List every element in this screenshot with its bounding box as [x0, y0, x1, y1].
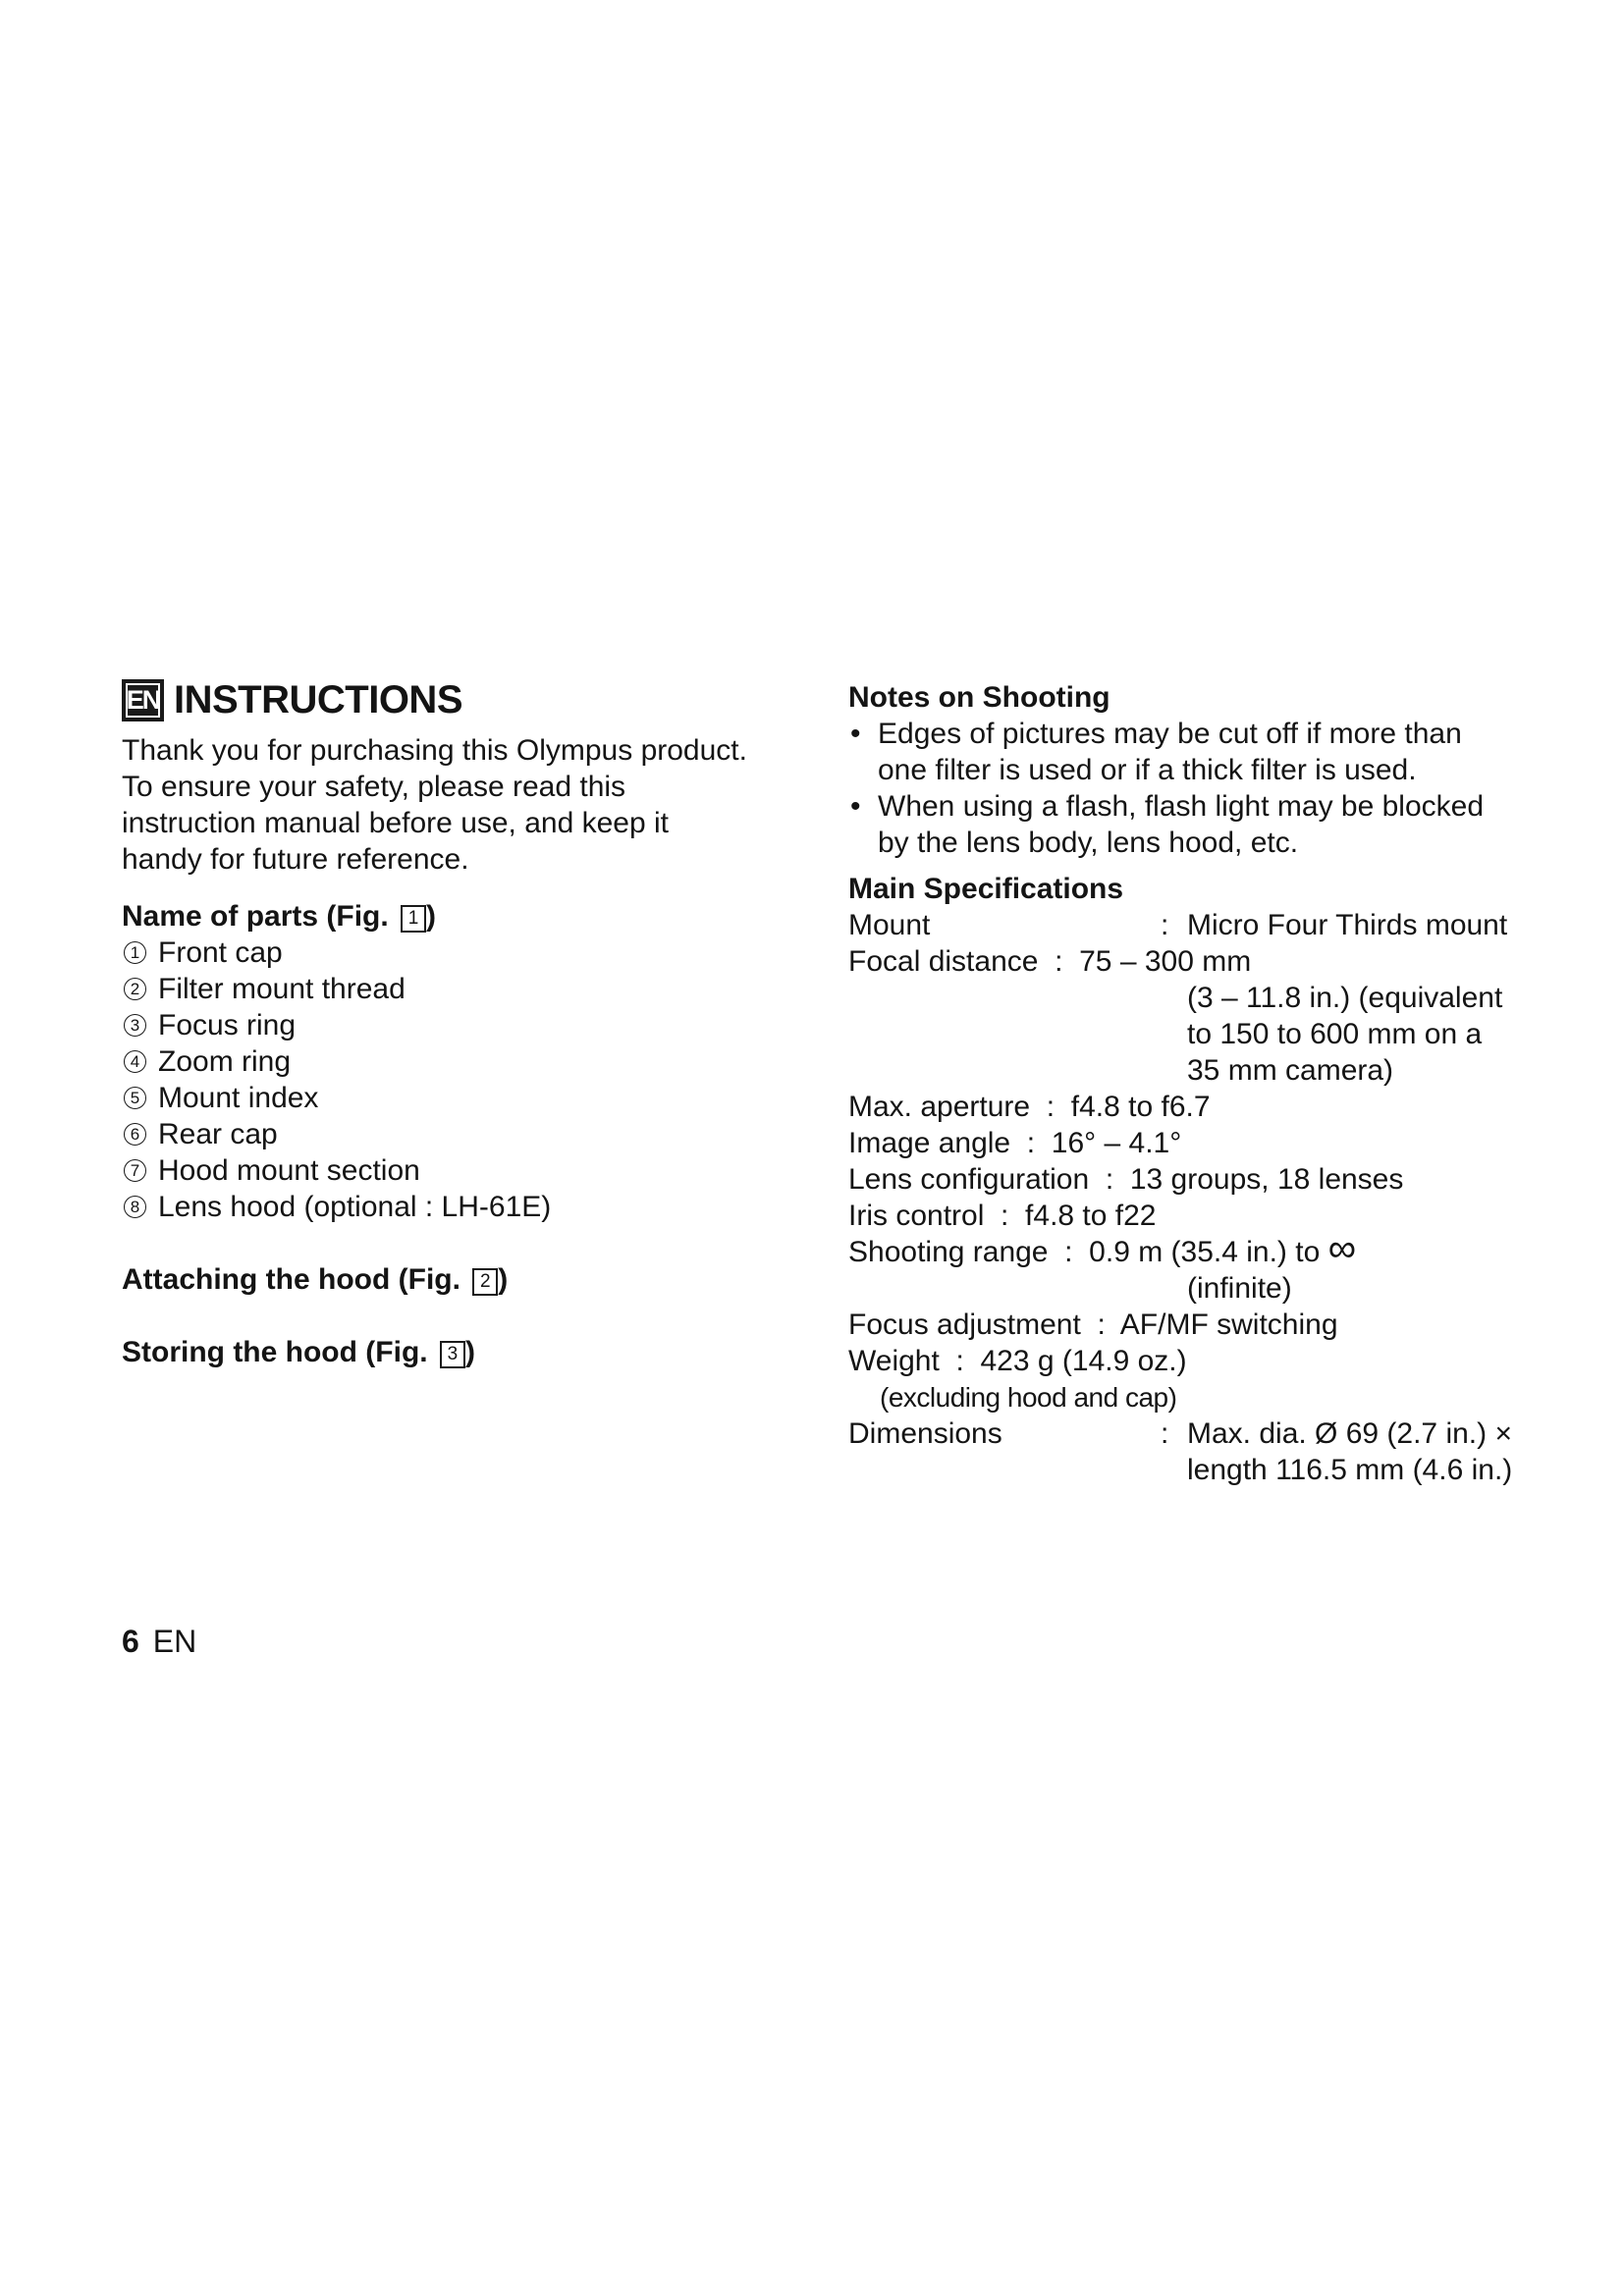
list-item: [848, 716, 1536, 788]
spec-mount: [848, 907, 1536, 943]
list-item: [122, 1152, 799, 1189]
spec-weight: Weight : 423 g (14.9 oz.): [848, 1345, 1187, 1377]
spec-lens-config: Lens configuration : 13 groups, 18 lenses: [848, 1163, 1404, 1196]
intro-line: To ensure your safety, please read this: [122, 771, 626, 803]
list-item: [122, 934, 799, 971]
note-line: one filter is used or if a thick filter is used.: [878, 754, 1417, 786]
left-column: [122, 673, 799, 1370]
list-item: [122, 971, 799, 1007]
part-label: Rear cap: [158, 1117, 278, 1150]
note-line: When using a flash, flash light may be blocked: [878, 790, 1485, 823]
spec-weight-note: (excluding hood and cap): [880, 1382, 1177, 1413]
list-item: [848, 788, 1536, 861]
spec-aperture: Max. aperture : f4.8 to f6.7: [848, 1091, 1211, 1123]
part-label: Hood mount section: [158, 1153, 420, 1187]
circled-number: 4: [124, 1050, 146, 1073]
spec-value: Micro Four Thirds mount: [1187, 909, 1508, 941]
circled-number: 1: [124, 941, 146, 964]
spec-label: Shooting range : 0.9 m (35.4 in.) to: [848, 1236, 1328, 1268]
list-item: [122, 1189, 799, 1225]
language-badge: EN: [122, 679, 164, 721]
bullet-marker: •: [850, 790, 861, 823]
section-title-row: [122, 673, 799, 726]
part-label: Mount index: [158, 1081, 319, 1114]
spec-iris: Iris control : f4.8 to f22: [848, 1200, 1157, 1232]
part-label: Lens hood (optional : LH-61E): [158, 1190, 552, 1223]
circled-number: 5: [124, 1087, 146, 1109]
list-item: [122, 1080, 799, 1116]
store-heading-text: Storing the hood (Fig.: [122, 1336, 436, 1368]
spec-dimensions: [848, 1415, 1536, 1452]
circled-number: 6: [124, 1123, 146, 1146]
spec-label: Mount: [848, 909, 931, 941]
intro-line: Thank you for purchasing this Olympus product.: [122, 734, 747, 767]
parts-list: [122, 934, 799, 1225]
figure-ref-box: 2: [472, 1268, 498, 1296]
part-label: Filter mount thread: [158, 972, 406, 1005]
circled-number: 2: [124, 978, 146, 1000]
parts-heading: [122, 898, 799, 934]
figure-ref-box: 3: [440, 1341, 465, 1368]
note-line: Edges of pictures may be cut off if more than: [878, 718, 1462, 750]
notes-list: [848, 716, 1536, 861]
part-label: Focus ring: [158, 1008, 297, 1041]
intro-line: handy for future reference.: [122, 843, 469, 876]
circled-number: 3: [124, 1014, 146, 1037]
list-item: [122, 1043, 799, 1080]
notes-heading: Notes on Shooting: [848, 681, 1110, 714]
intro-line: instruction manual before use, and keep it: [122, 807, 670, 839]
spec-continuation: 35 mm camera): [1187, 1054, 1394, 1087]
spec-value: Max. dia. Ø 69 (2.7 in.) ×: [1187, 1417, 1512, 1450]
spec-range: [848, 1227, 1536, 1270]
page-language: EN: [152, 1624, 197, 1659]
spec-continuation: (infinite): [1187, 1272, 1292, 1305]
attach-heading: [122, 1261, 799, 1298]
circled-number: 7: [124, 1159, 146, 1182]
spec-label: Dimensions: [848, 1417, 1002, 1450]
spec-focus: Focus adjustment : AF/MF switching: [848, 1308, 1338, 1341]
intro-paragraph: [122, 732, 799, 878]
bullet-marker: •: [850, 718, 861, 750]
list-item: [122, 1116, 799, 1152]
spec-continuation: to 150 to 600 mm on a: [1187, 1018, 1483, 1050]
spec-continuation: length 116.5 mm (4.6 in.): [1187, 1454, 1513, 1486]
close-paren: ): [426, 900, 437, 933]
page-footer: [122, 1624, 196, 1660]
note-line: by the lens body, lens hood, etc.: [878, 827, 1299, 859]
part-label: Zoom ring: [158, 1044, 292, 1078]
specs-heading: Main Specifications: [848, 873, 1124, 905]
figure-ref-box: 1: [401, 905, 426, 933]
circled-number: 8: [124, 1196, 146, 1218]
attach-heading-text: Attaching the hood (Fig.: [122, 1263, 469, 1296]
spec-focal: [848, 943, 1536, 980]
right-column: [848, 679, 1536, 1488]
infinity-symbol: ∞: [1327, 1227, 1357, 1270]
list-item: [122, 1007, 799, 1043]
page-title: INSTRUCTIONS: [174, 677, 462, 721]
part-label: Front cap: [158, 935, 283, 969]
store-heading: [122, 1334, 799, 1370]
close-paren: ): [498, 1263, 509, 1296]
close-paren: ): [464, 1336, 475, 1368]
spec-continuation: (3 – 11.8 in.) (equivalent: [1187, 982, 1503, 1014]
spec-separator: :: [1161, 909, 1169, 941]
spec-value: 75 – 300 mm: [1079, 945, 1252, 978]
page-number: 6: [122, 1624, 139, 1659]
parts-heading-text: Name of parts (Fig.: [122, 900, 398, 933]
spec-label: Focal distance :: [848, 945, 1080, 978]
spec-angle: Image angle : 16° – 4.1°: [848, 1127, 1182, 1159]
spec-separator: :: [1161, 1417, 1169, 1450]
